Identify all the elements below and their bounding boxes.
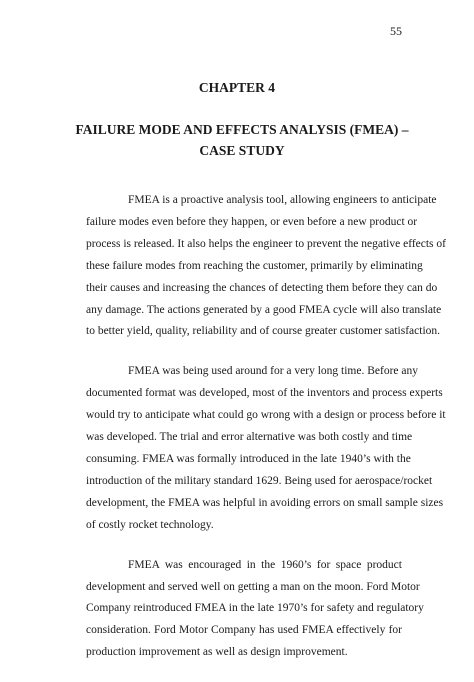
text-line: FMEA was being used around for a very long time. Before any <box>128 365 418 378</box>
text-line: introduction of the military standard 1629. Being used for aerospace/rocket <box>86 474 433 487</box>
chapter-title-line-1: FAILURE MODE AND EFFECTS ANALYSIS (FMEA) – <box>75 122 409 137</box>
text-line: consuming. FMEA was formally introduced in the late 1940’s with the <box>86 452 411 465</box>
text-line: Company reintroduced FMEA in the late 1970’s for safety and regulatory <box>86 602 424 615</box>
paragraph-1 <box>86 190 446 343</box>
body-text <box>86 190 446 682</box>
text-line: FMEA was encouraged in the 1960’s for space product <box>128 558 402 571</box>
text-line: development, the FMEA was helpful in avoiding errors on small sample sizes <box>86 496 444 509</box>
text-line: process is released. It also helps the engineer to prevent the negative effects of <box>86 237 446 250</box>
paragraph-3 <box>86 555 424 665</box>
text-line: would try to anticipate what could go wrong with a design or process before it <box>86 409 446 422</box>
text-line: FMEA is a proactive analysis tool, allowing engineers to anticipate <box>128 194 437 206</box>
text-line: documented format was developed, most of the inventors and process experts <box>86 387 443 400</box>
text-line: consideration. Ford Motor Company has used FMEA effectively for <box>86 624 402 637</box>
text-line: failure modes even before they happen, or even before a new product or <box>86 215 418 228</box>
text-line: was developed. The trial and error alternative was both costly and time <box>86 431 413 444</box>
text-line: of costly rocket technology. <box>86 518 214 531</box>
chapter-title <box>60 119 424 161</box>
paragraph-2 <box>86 361 446 536</box>
chapter-heading: CHAPTER 4 <box>198 80 276 95</box>
chapter-title-line-2: CASE STUDY <box>199 143 285 158</box>
text-line: to better yield, quality, reliability and of course greater customer satisfaction. <box>86 325 441 338</box>
text-line: any damage. The actions generated by a good FMEA cycle will also translate <box>86 303 442 316</box>
text-line: these failure modes from reaching the customer, primarily by eliminating <box>86 259 423 272</box>
text-line: production improvement as well as design improvement. <box>86 646 348 659</box>
text-line: their causes and increasing the chances of detecting them before they can do <box>86 281 438 294</box>
page-number: 55 <box>390 24 402 38</box>
text-line: development and served well on getting a man on the moon. Ford Motor <box>86 580 420 593</box>
